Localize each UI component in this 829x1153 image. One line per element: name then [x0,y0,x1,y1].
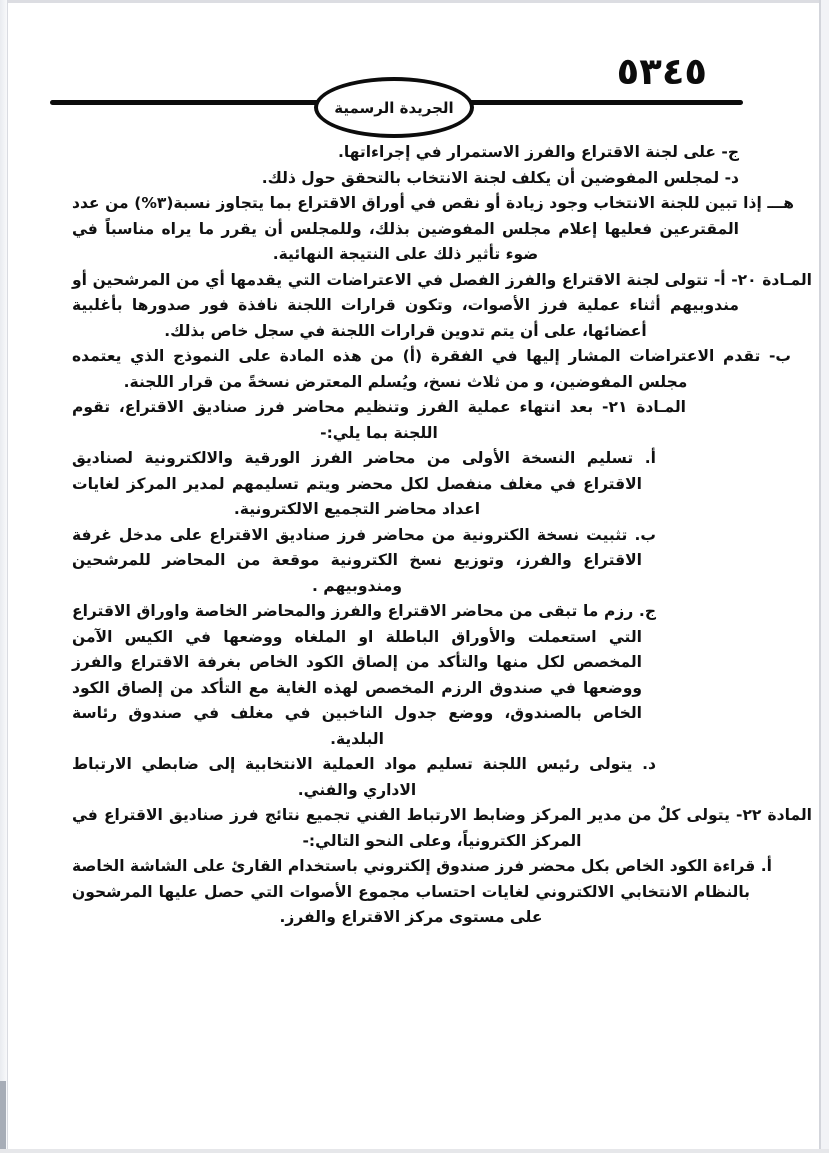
gazette-badge-label: الجريدة الرسمية [334,98,454,117]
article-20-paragraph-a: المـادة ٢٠- أ- تتولى لجنة الاقتراع والفرز الفصل في الاعتراضات التي يقدمها أي من المرشحين أو مندوبيهم أثناء عملية فرز الأصوات، وتكون قرارات اللجنة نافذة فور صدورها بأغلبية أعضائها، على أن يتم تدوين قرارات اللجنة في سجل خاص بذلك. [72,270,812,340]
article-21-item-a: أ. تسليم النسخة الأولى من محاضر الفرز الورقية والالكترونية لصناديق الاقتراع في مغلف منفصل لكل محضر ويتم تسليمهم لمدير المركز لغايات اعداد محاضر التجميع الالكترونية. [72,449,656,518]
scan-edge-right-line [819,0,821,1153]
article-20-paragraph-b: ب- تقدم الاعتراضات المشار إليها في الفقرة (أ) من هذه المادة على النموذج الذي يعتمده مجلس المفوضين، و من ثلاث نسخ، ويُسلم المعترض نسخةً من قرار اللجنة. [72,347,791,391]
scan-edge-right-band [821,0,829,1153]
article-22-item-a: أ. قراءة الكود الخاص بكل محضر فرز صندوق إلكتروني باستخدام القارئ على الشاشة الخاصة بالنظام الانتخابي الالكتروني لغايات احتساب مجموع الأصوات التي حصل عليها المرشحون على مستوى مركز الاقتراع والفرز. [72,857,772,926]
article-21-item-d: د. يتولى رئيس اللجنة تسليم مواد العملية الانتخابية إلى ضابطي الارتباط الاداري والفني. [72,755,656,799]
article-22-header: المادة ٢٢- يتولى كلٌ من مدير المركز وضابط الارتباط الفني تجميع نتائج فرز صناديق الاقتراع في المركز الكترونياً، وعلى النحو التالي:- [72,806,812,850]
page-number: ٥٣٤٥ [616,50,707,93]
gazette-badge [314,77,474,138]
scan-edge-left-bottom-mark [0,1081,6,1149]
scan-edge-top [0,0,829,3]
scan-edge-bottom [0,1149,829,1153]
article-21-item-b: ب. تثبيت نسخة الكترونية من محاضر فرز صناديق الاقتراع على مدخل غرفة الاقتراع والفرز، وتوزيع نسخ الكترونية موقعة من المحاضر للمرشحين ومندوبيهم . [72,525,656,595]
intro-item-h: هـــ إذا تبين للجنة الانتخاب وجود زيادة أو نقص في أوراق الاقتراع بما يتجاوز نسبة(٣%) من عدد المقترعين فعليها إعلام مجلس المفوضين بذلك، وللمجلس أن يقرر ما يراه مناسباً في ضوء تأثير ذلك على النتيجة النهائية. [72,194,795,263]
article-21-item-c: ج. رزم ما تبقى من محاضر الاقتراع والفرز والمحاضر الخاصة واوراق الاقتراع التي استعملت والأوراق الباطلة او الملغاه ووضعها في الكيس الآمن المخصص لكل منها والتأكد من إلصاق الكود الخاص بغرفة الاقتراع والفرز ووضعها في صندوق الرزم المخصص لهذه الغاية مع التأكد من إلصاق الكود الخاص بالصندوق، ووضع جدول الناخبين في مغلف في صندوق رئاسة البلدية. [72,602,656,748]
article-21-header: المـادة ٢١- بعد انتهاء عملية الفرز وتنظيم محاضر فرز صناديق الاقتراع، تقوم اللجنة بما يلي:- [72,398,686,442]
intro-item-c: ج- على لجنة الاقتراع والفرز الاستمرار في إجراءاتها. [337,143,739,161]
intro-item-d: د- لمجلس المفوضين أن يكلف لجنة الانتخاب بالتحقق حول ذلك. [261,168,739,187]
document-body [72,140,812,931]
scan-edge-left [0,0,8,1153]
